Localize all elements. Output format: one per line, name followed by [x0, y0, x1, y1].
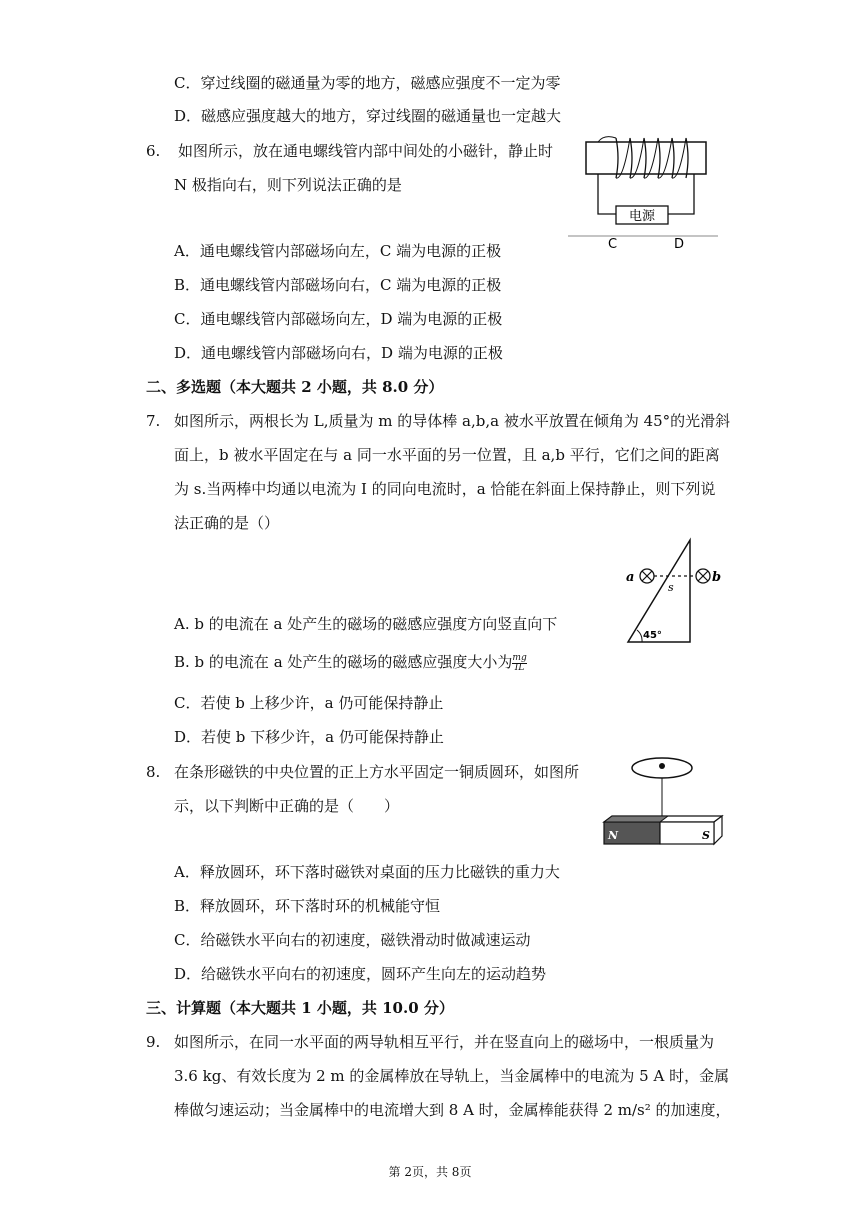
rod-b-label: b	[712, 570, 722, 585]
q8-option-c: C．给磁铁水平向右的初速度，磁铁滑动时做减速运动	[174, 931, 531, 949]
solenoid-figure	[568, 132, 718, 250]
q9-stem-line1: 如图所示，在同一水平面的两导轨相互平行，并在竖直向上的磁场中，一根质量为	[174, 1033, 715, 1051]
q7-option-b	[174, 652, 527, 673]
q9-stem-line3: 棒做匀速运动；当金属棒中的电流增大到 8 A 时，金属棒能获得 2 m/s² 的加速度，	[174, 1101, 731, 1119]
q7-stem-line4: 法正确的是（）	[174, 514, 280, 532]
q7-option-b-text: B. b 的电流在 a 处产生的磁场的磁感应强度大小为	[174, 653, 513, 671]
q6-option-c: C．通电螺线管内部磁场向左，D 端为电源的正极	[174, 310, 503, 328]
q9-stem-line2: 3.6 kg、有效长度为 2 m 的金属棒放在导轨上，当金属棒中的电流为 5 A 时，金属	[174, 1067, 730, 1085]
q6-stem-line2: N 极指向右，则下列说法正确的是	[174, 176, 402, 194]
q7-option-d: D．若使 b 下移少许，a 仍可能保持静止	[174, 728, 444, 746]
q7-stem-line2: 面上，b 被水平固定在与 a 同一水平面的另一位置，且 a,b 平行，它们之间的距离	[174, 446, 720, 464]
section-2-heading: 二、多选题（本大题共 2 小题，共 8.0 分）	[146, 378, 444, 396]
q8-stem-line2: 示，以下判断中正确的是（ ）	[174, 797, 400, 815]
s-pole-label: S	[702, 829, 710, 842]
q7-option-b-fraction	[512, 654, 526, 673]
n-pole-label: N	[608, 829, 619, 842]
power-source-label: 电源	[628, 209, 656, 224]
q6-number: 6.	[146, 142, 161, 160]
q8-option-b: B．释放圆环，环下落时环的机械能守恒	[174, 897, 441, 915]
q6-stem-line1: 如图所示，放在通电螺线管内部中间处的小磁针，静止时	[178, 142, 554, 160]
q7-option-c: C．若使 b 上移少许，a 仍可能保持静止	[174, 694, 444, 712]
q9-number: 9.	[146, 1033, 161, 1051]
distance-label: s	[668, 581, 674, 594]
terminal-d-label: D	[674, 237, 685, 250]
q5-option-c: C．穿过线圈的磁通量为零的地方，磁感应强度不一定为零	[174, 74, 561, 92]
q8-option-a: A．释放圆环，环下落时磁铁对桌面的压力比磁铁的重力大	[174, 863, 560, 881]
magnet-ring-figure	[598, 752, 724, 852]
q6-option-b: B．通电螺线管内部磁场向右，C 端为电源的正极	[174, 276, 502, 294]
q6-option-a: A．通电螺线管内部磁场向左，C 端为电源的正极	[174, 242, 502, 260]
q8-option-d: D．给磁铁水平向右的初速度，圆环产生向左的运动趋势	[174, 965, 547, 983]
page-footer: 第 2页，共 8页	[388, 1165, 472, 1179]
q5-option-d: D．磁感应强度越大的地方，穿过线圈的磁通量也一定越大	[174, 107, 562, 125]
incline-figure	[618, 536, 722, 648]
q8-stem-line1: 在条形磁铁的中央位置的正上方水平固定一铜质圆环，如图所	[174, 763, 580, 781]
q7-stem-line3: 为 s.当两棒中均通以电流为 I 的同向电流时，a 恰能在斜面上保持静止，则下列说	[174, 480, 716, 498]
angle-label: 45°	[643, 630, 662, 641]
q7-stem-line1: 如图所示，两根长为 L,质量为 m 的导体棒 a,b,a 被水平放置在倾角为 45°的光滑斜	[174, 412, 731, 430]
terminal-c-label: C	[608, 237, 618, 250]
q6-option-d: D．通电螺线管内部磁场向右，D 端为电源的正极	[174, 344, 503, 362]
section-3-heading: 三、计算题（本大题共 1 小题，共 10.0 分）	[146, 999, 454, 1017]
q8-number: 8.	[146, 763, 161, 781]
q7-number: 7.	[146, 412, 161, 430]
fraction-denominator: IL	[514, 662, 525, 673]
q7-option-a: A. b 的电流在 a 处产生的磁场的磁感应强度方向竖直向下	[174, 615, 558, 633]
rod-a-label: a	[626, 570, 635, 585]
fraction-numerator: mg	[512, 652, 527, 663]
